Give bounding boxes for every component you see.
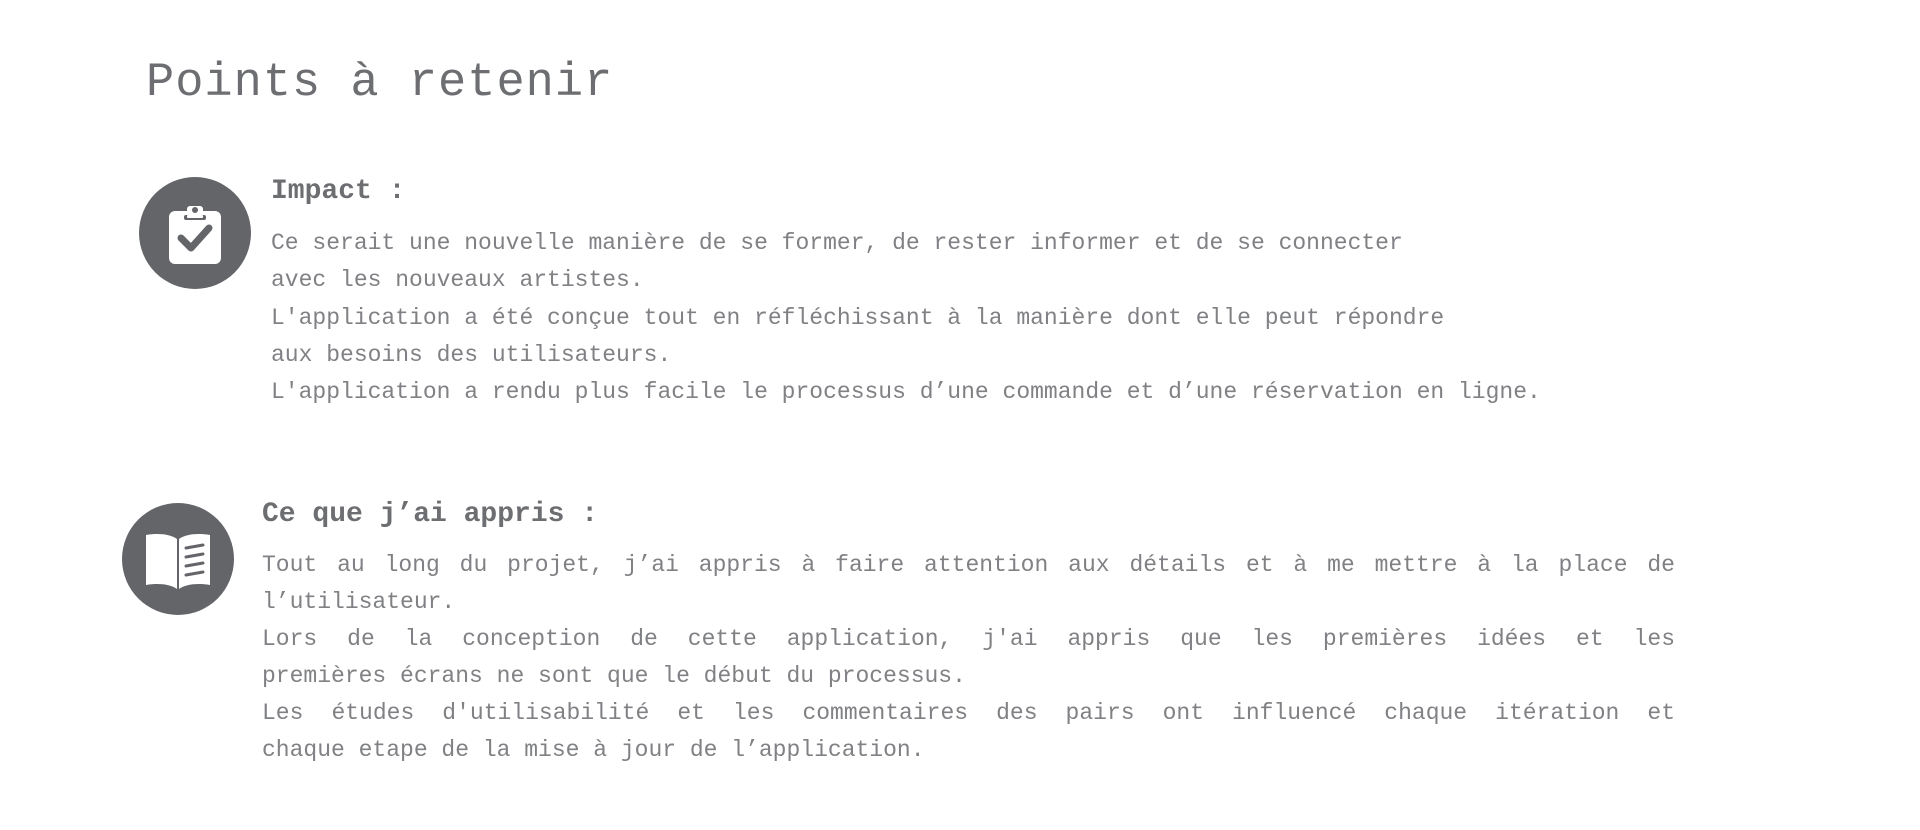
impact-text-line: aux besoins des utilisateurs.: [271, 342, 672, 368]
impact-text-line: avec les nouveaux artistes.: [271, 267, 644, 293]
page-title: Points à retenir: [146, 57, 614, 110]
impact-text-line: Ce serait une nouvelle manière de se former, de rester informer et de se connecter: [271, 230, 1403, 256]
clipboard-check-icon: [139, 177, 251, 289]
learned-text-line: l’utilisateur.: [262, 589, 456, 615]
learned-text-line: Les études d'utilisabilité et les commentaires des pairs ont influencé chaque itération et: [262, 700, 1675, 726]
impact-text-line: L'application a été conçue tout en réfléchissant à la manière dont elle peut répondre: [271, 305, 1445, 331]
section-heading-impact: Impact :: [271, 176, 406, 207]
learned-text-line: chaque etape de la mise à jour de l’application.: [262, 737, 925, 763]
learned-text-line: premières écrans ne sont que le début du processus.: [262, 663, 966, 689]
impact-text-line: L'application a rendu plus facile le processus d’une commande et d’une réservation en ligne.: [271, 379, 1541, 405]
learned-text-line: Lors de la conception de cette application, j'ai appris que les premières idées et les: [262, 626, 1675, 652]
learned-text-line: Tout au long du projet, j’ai appris à faire attention aux détails et à me mettre à la place de: [262, 552, 1675, 578]
open-book-icon: [122, 503, 234, 615]
section-heading-learned: Ce que j’ai appris :: [262, 499, 599, 530]
